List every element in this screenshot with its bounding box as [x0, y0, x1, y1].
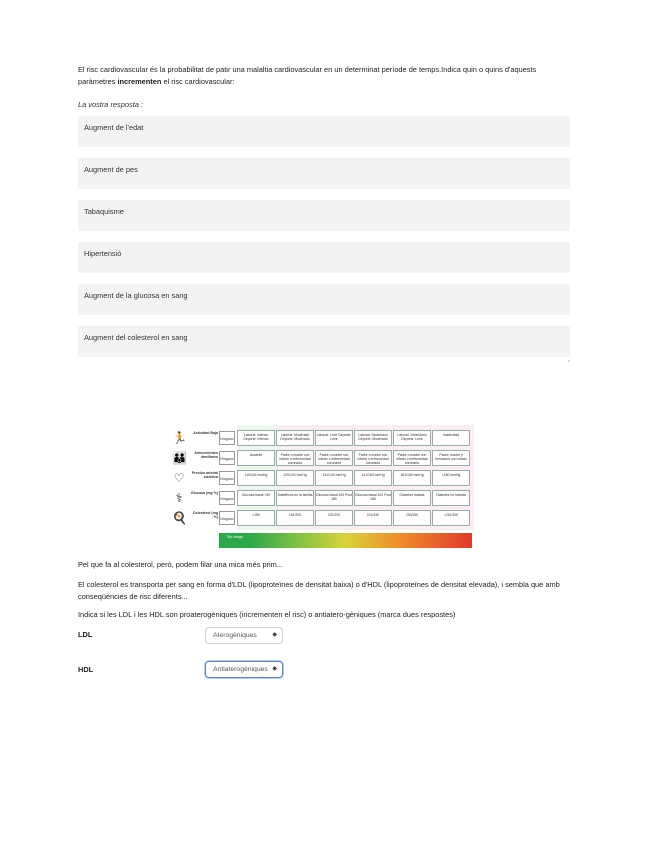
risk-cell: Padre o madre con infarto o enfermedad coronaria	[354, 450, 392, 466]
risk-row-label: Actividad Baja	[193, 431, 218, 435]
option-smoking[interactable]: Tabaquisme	[78, 200, 570, 231]
risk-row-label: Antecedentes familiares	[194, 451, 218, 460]
question-line-2-pre: paràmetres	[78, 77, 118, 86]
risk-cell: Padre o madre con infarto o enfermedad coronaria	[315, 450, 353, 466]
risk-cell: 181/200	[276, 510, 314, 526]
risk-cell-none: Ninguno	[219, 431, 235, 445]
ldl-label: LDL	[78, 630, 93, 639]
risk-row-label: Presión arterial sistólica	[191, 471, 218, 480]
person-activity-icon: 🏃	[172, 431, 187, 445]
risk-cell: 141/160 mmHg	[354, 470, 392, 486]
option-hypertension[interactable]: Hipertensió	[78, 242, 570, 273]
risk-row	[167, 429, 474, 447]
ldl-select[interactable]	[205, 627, 283, 644]
cardiovascular-risk-figure	[167, 425, 474, 550]
paragraph-ldl-hdl-line1: El colesterol es transporta per sang en forma d'LDL (lipoproteïnes de densitat baixa) o d'HDL (lipoproteïnes de densitat elevada), i sembla que amb	[78, 580, 560, 589]
risk-cell: Glucosa basal 100 Post 180	[315, 490, 353, 506]
answer-label: La vostra resposta :	[78, 100, 143, 109]
risk-cell: Laboral: Sedentario Deporte: Leve	[393, 430, 431, 446]
heart-icon: ♡	[173, 471, 185, 485]
glucose-icon: ⚕	[175, 491, 183, 505]
risk-cell: 131/140 mmHg	[315, 470, 353, 486]
risk-cell: <180	[237, 510, 275, 526]
question-keyword: incrementen	[117, 77, 162, 86]
risk-cell: Glucosa basal <90	[237, 490, 275, 506]
hdl-select-value: Antiaterogèniques	[213, 666, 268, 673]
risk-cell: Padre, madre y hermanos con infarto	[432, 450, 470, 466]
family-history-icon: 👪	[172, 451, 187, 465]
risk-row	[167, 509, 474, 527]
risk-cell-none: Ninguno	[219, 511, 235, 525]
risk-cell: >180 mmHg	[432, 470, 470, 486]
risk-cell: Diabetes no tratada	[432, 490, 470, 506]
risk-cell: 161/180 mmHg	[393, 470, 431, 486]
risk-cell: Diabetes tratada	[393, 490, 431, 506]
option-cholesterol[interactable]: Augment del colesterol en sang	[78, 326, 570, 357]
risk-row	[167, 449, 474, 467]
question-line-2-post: el risc cardiovascular:	[161, 77, 235, 86]
risk-scale-label: Sin riesgo	[227, 535, 243, 539]
paragraph-cholesterol-intro: Pel que fa al colesterol, però, podem filar una mica més prim...	[78, 560, 283, 569]
risk-cell-none: Ninguno	[219, 471, 235, 485]
risk-cell: 120/130 mmHg	[276, 470, 314, 486]
ldl-select-value: Aterogèniques	[213, 632, 257, 639]
question-line-2	[78, 76, 578, 88]
hdl-label: HDL	[78, 665, 94, 674]
option-weight[interactable]: Augment de pes	[78, 158, 570, 189]
question-text	[78, 64, 578, 88]
cholesterol-icon: 🍳	[172, 511, 187, 525]
option-age[interactable]: Augment de l'edat	[78, 116, 570, 147]
risk-cell: Laboral: Intenso Deporte: Intenso	[237, 430, 275, 446]
scroll-marker	[568, 360, 570, 362]
chevron-updown-icon: ◆	[272, 666, 277, 672]
risk-cell: Padre o madre con infarto o enfermedad coronaria	[276, 450, 314, 466]
risk-cell: >261/300	[432, 510, 470, 526]
risk-row-label: Glucosa (mg %)	[190, 491, 218, 495]
risk-cell-none: Ninguno	[219, 451, 235, 465]
risk-cell: Diabéticos en la familia	[276, 490, 314, 506]
chevron-updown-icon: ◆	[272, 632, 277, 638]
paragraph-instruction: Indica si les LDL i les HDL son proaterogèniques (incrementen el risc) o antiatero-gèniques (marca dues respostes)	[78, 610, 456, 619]
risk-cell-none: Ninguno	[219, 491, 235, 505]
risk-cell: Inactividad	[432, 430, 470, 446]
risk-cell: 230/260	[393, 510, 431, 526]
risk-cell: Padre o madre con infarto o enfermedad coronaria	[393, 450, 431, 466]
risk-row	[167, 469, 474, 487]
risk-cell: Laboral: Sedentario Deporte: Moderado	[354, 430, 392, 446]
risk-cell: 110/115 mmHg	[237, 470, 275, 486]
option-glucose[interactable]: Augment de la glucosa en sang	[78, 284, 570, 315]
risk-cell: Glucosa basal 100 Post 180	[354, 490, 392, 506]
risk-cell: Laboral: Leve Deporte: Leve	[315, 430, 353, 446]
risk-cell: Ausente	[237, 450, 275, 466]
risk-scale-bar	[219, 533, 472, 548]
paragraph-ldl-hdl-line2: conseqüències de risc diferents...	[78, 592, 188, 601]
hdl-select[interactable]	[205, 661, 283, 678]
question-line-1: El risc cardiovascular és la probabilitat de patir una malaltia cardiovascular en un determinat període de temps.Indica quin o quins d'aquests	[78, 65, 537, 74]
risk-cell: Laboral: Moderado Deporte: Moderado	[276, 430, 314, 446]
paragraph-ldl-hdl	[78, 579, 578, 603]
risk-row	[167, 489, 474, 507]
risk-cell: 201/220	[315, 510, 353, 526]
risk-cell: 221/240	[354, 510, 392, 526]
risk-table	[167, 425, 474, 530]
risk-row-label: Colesterol (mg %)	[192, 511, 218, 520]
